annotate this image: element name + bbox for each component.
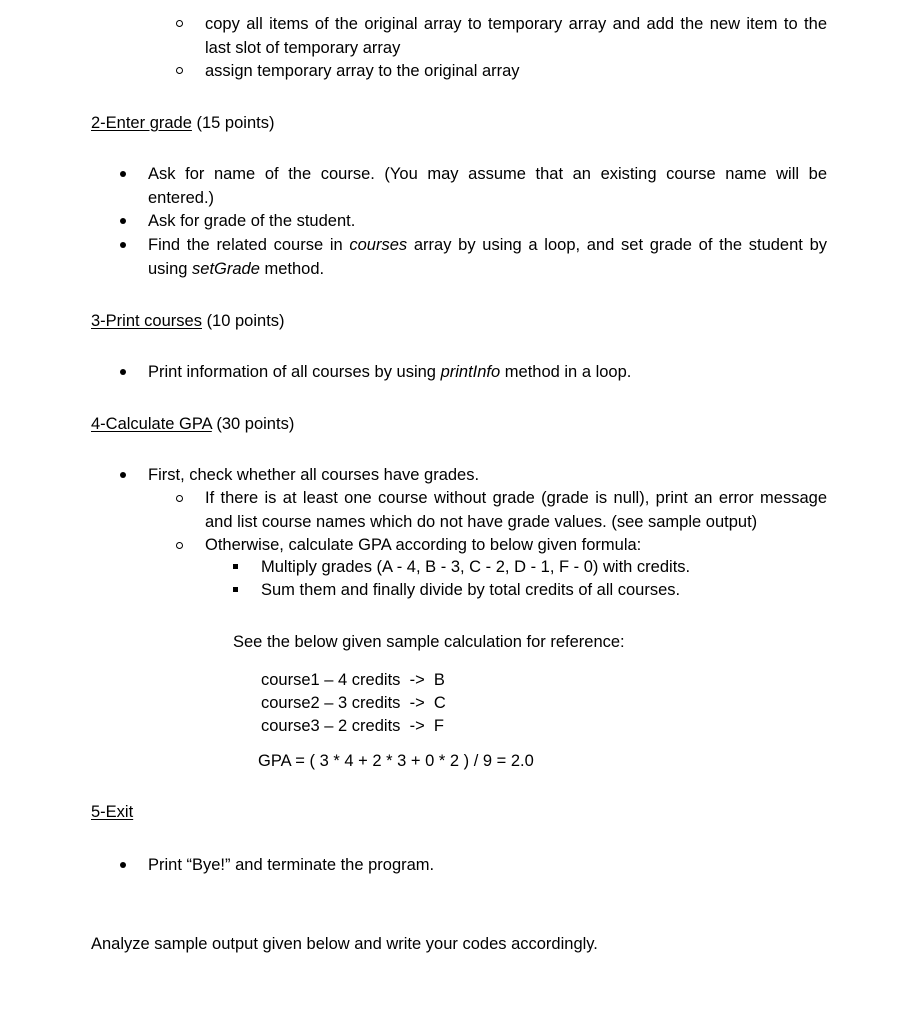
setgrade-term: setGrade	[192, 260, 260, 278]
square-bullet-icon	[233, 564, 238, 569]
section3-bullet1-post: method in a loop.	[500, 363, 632, 381]
circle-bullet-icon	[176, 67, 183, 74]
section2-title: 2-Enter grade	[91, 114, 192, 132]
section3-heading	[91, 311, 285, 331]
circle-bullet-icon	[176, 495, 183, 502]
square-bullet-icon	[233, 587, 238, 592]
section5-title: 5-Exit	[91, 803, 134, 821]
section2-points: (15 points)	[196, 114, 275, 132]
circle-bullet-icon	[176, 542, 183, 549]
section2-heading	[91, 113, 274, 133]
bullet-icon	[120, 218, 126, 224]
section3-title: 3-Print courses	[91, 312, 202, 330]
section3-bullet1-pre: Print information of all courses by using	[148, 363, 441, 381]
section4-points: (30 points)	[216, 415, 295, 433]
circle-bullet-icon	[176, 20, 183, 27]
intro-sub1-line1: copy all items of the original array to temporary array and add the new item to the	[205, 15, 827, 33]
bullet-icon	[120, 171, 126, 177]
section2-bullet3-line1	[148, 235, 827, 255]
footer-instruction: Analyze sample output given below and write your codes accordingly.	[91, 935, 598, 953]
section4-sub1-line2: and list course names which do not have grade values. (see sample output)	[205, 513, 758, 531]
section2-bullet1-line2: entered.)	[148, 189, 215, 207]
section2-bullet3-line2-post: method.	[259, 260, 325, 278]
courses-term: courses	[349, 236, 408, 254]
section4-heading	[91, 414, 294, 434]
section5-heading	[91, 802, 133, 822]
intro-sub1-line2: last slot of temporary array	[205, 39, 401, 57]
section2-bullet3-line2-pre: using	[148, 260, 193, 278]
sample-intro: See the below given sample calculation for reference:	[233, 633, 625, 651]
section2-bullet3-line2	[148, 259, 324, 279]
section5-bullet1: Print “Bye!” and terminate the program.	[148, 856, 435, 874]
section4-sub1-line1: If there is at least one course without grade (grade is null), print an error message	[205, 489, 827, 507]
sample-course1: course1 – 4 credits -> B	[261, 671, 445, 689]
bullet-icon	[120, 369, 126, 375]
section2-bullet2: Ask for grade of the student.	[148, 212, 356, 230]
section3-bullet1	[148, 362, 631, 382]
section4-title: 4-Calculate GPA	[91, 415, 212, 433]
section4-square2: Sum them and finally divide by total credits of all courses.	[261, 581, 681, 599]
section2-bullet3-pre: Find the related course in	[148, 236, 350, 254]
sample-course3: course3 – 2 credits -> F	[261, 717, 444, 735]
bullet-icon	[120, 242, 126, 248]
bullet-icon	[120, 862, 126, 868]
printinfo-term: printInfo	[440, 363, 501, 381]
section4-bullet1: First, check whether all courses have grades.	[148, 466, 480, 484]
section2-bullet1-line1: Ask for name of the course. (You may assume that an existing course name will be	[148, 165, 827, 183]
section2-bullet3-post: array by using a loop, and set grade of the student by	[407, 236, 827, 254]
sample-gpa-formula: GPA = ( 3 * 4 + 2 * 3 + 0 * 2 ) / 9 = 2.0	[258, 752, 534, 770]
section4-sub2: Otherwise, calculate GPA according to below given formula:	[205, 536, 642, 554]
intro-sub2: assign temporary array to the original array	[205, 62, 520, 80]
section4-square1: Multiply grades (A - 4, B - 3, C - 2, D - 1, F - 0) with credits.	[261, 558, 691, 576]
section3-points: (10 points)	[206, 312, 285, 330]
bullet-icon	[120, 472, 126, 478]
sample-course2: course2 – 3 credits -> C	[261, 694, 446, 712]
